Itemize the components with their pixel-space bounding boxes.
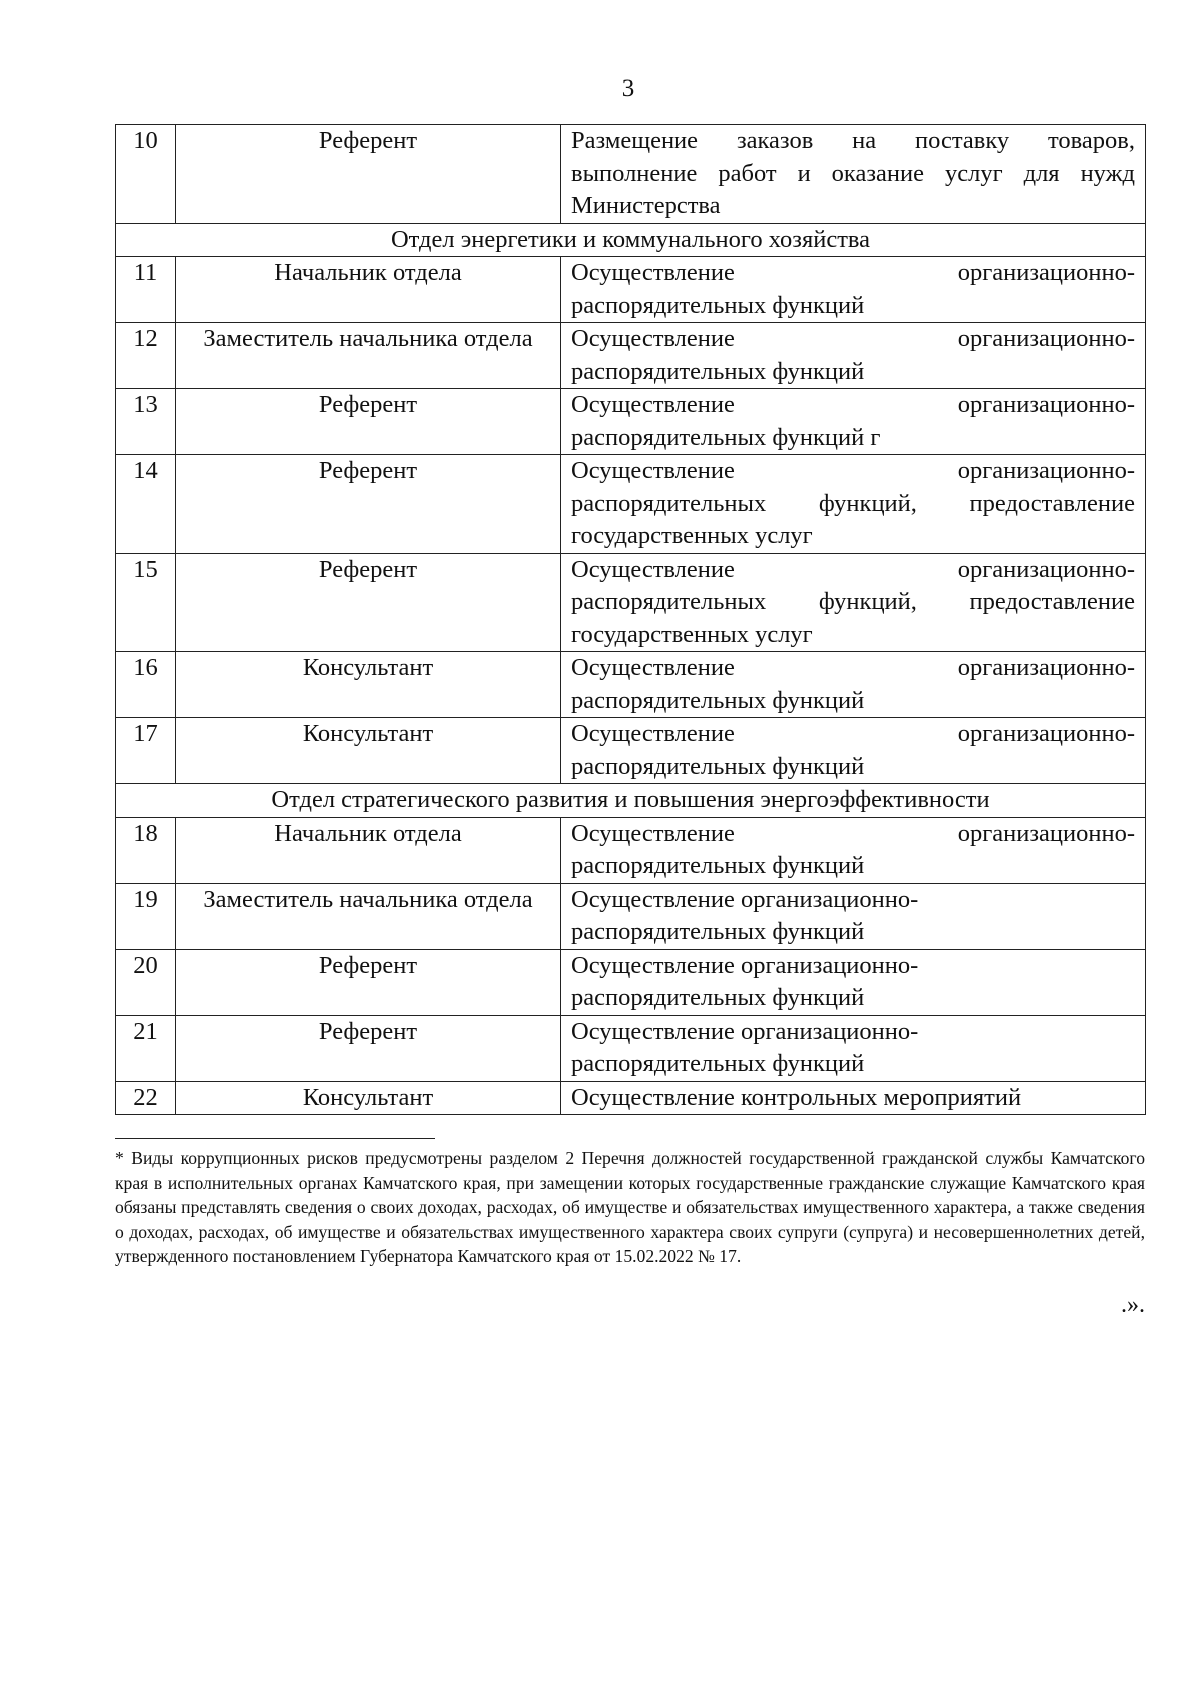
position-title: Референт (176, 455, 561, 554)
description-line: Осуществление организационно- (571, 391, 1135, 418)
table-row (116, 257, 1146, 323)
table-row (116, 1081, 1146, 1115)
section-title: Отдел стратегического развития и повышения энергоэффективности (116, 784, 1146, 818)
description-line: Осуществление организационно- (571, 259, 1135, 286)
description-line: распорядительных функций (571, 291, 865, 319)
description-line: Осуществление организационно- (571, 720, 1135, 747)
description-line: распорядительных функций (571, 752, 865, 780)
table-row (116, 817, 1146, 883)
row-number: 16 (116, 652, 176, 718)
closing-quote-mark: .». (1121, 1292, 1145, 1318)
table-section-row (116, 223, 1146, 257)
description-line: Осуществление организационно- (571, 555, 1135, 583)
row-number: 17 (116, 718, 176, 784)
position-title: Заместитель начальника отдела (176, 883, 561, 949)
position-title: Референт (176, 553, 561, 652)
description-line: распорядительных функций (571, 1050, 865, 1077)
description-line: Осуществление организационно- (571, 885, 919, 913)
description-line: распорядительных функций (571, 918, 865, 945)
table-row (116, 389, 1146, 455)
table-row (116, 125, 1146, 224)
description-line: Осуществление организационно- (571, 654, 1135, 681)
row-number: 18 (116, 817, 176, 883)
risk-description (561, 323, 1146, 389)
description-line: распорядительных функций, предоставление (571, 489, 1135, 517)
description-line: распорядительных функций (571, 852, 865, 879)
table-row (116, 1015, 1146, 1081)
risk-description (561, 389, 1146, 455)
table-row (116, 718, 1146, 784)
risk-description (561, 1015, 1146, 1081)
position-title: Консультант (176, 1081, 561, 1115)
description-line: Министерства (571, 192, 721, 219)
section-title: Отдел энергетики и коммунального хозяйства (116, 223, 1146, 257)
risk-description (561, 949, 1146, 1015)
row-number: 11 (116, 257, 176, 323)
table-section-row (116, 784, 1146, 818)
description-line: Осуществление организационно- (571, 951, 919, 979)
description-line: выполнение работ и оказание услуг для нужд (571, 159, 1135, 187)
table-row (116, 949, 1146, 1015)
row-number: 14 (116, 455, 176, 554)
table-row (116, 883, 1146, 949)
row-number: 15 (116, 553, 176, 652)
positions-table-body (116, 125, 1146, 1115)
risk-description (561, 817, 1146, 883)
table-row (116, 652, 1146, 718)
row-number: 10 (116, 125, 176, 224)
position-title: Референт (176, 949, 561, 1015)
description-line: распорядительных функций, предоставление (571, 588, 1135, 615)
description-line: распорядительных функций (571, 686, 865, 714)
risk-description (561, 652, 1146, 718)
description-line: распорядительных функций (571, 357, 865, 385)
position-title: Заместитель начальника отдела (176, 323, 561, 389)
table-row (116, 455, 1146, 554)
risk-description (561, 1081, 1146, 1115)
footnote-divider (115, 1138, 435, 1139)
row-number: 20 (116, 949, 176, 1015)
description-line: Осуществление организационно- (571, 1017, 919, 1045)
description-line: государственных услуг (571, 522, 813, 549)
description-line: Размещение заказов на поставку товаров, (571, 127, 1135, 154)
risk-description (561, 553, 1146, 652)
positions-table (115, 124, 1146, 1115)
row-number: 12 (116, 323, 176, 389)
description-line: Осуществление организационно- (571, 819, 1135, 847)
description-line: Осуществление контрольных мероприятий (571, 1083, 1022, 1111)
position-title: Референт (176, 1015, 561, 1081)
position-title: Консультант (176, 652, 561, 718)
risk-description (561, 718, 1146, 784)
description-line: распорядительных функций г (571, 423, 881, 451)
description-line: Осуществление организационно- (571, 325, 1135, 352)
position-title: Начальник отдела (176, 817, 561, 883)
description-line: государственных услуг (571, 620, 813, 648)
table-row (116, 323, 1146, 389)
description-line: распорядительных функций (571, 984, 865, 1011)
page-number: 3 (621, 75, 635, 102)
risk-description (561, 125, 1146, 224)
position-title: Начальник отдела (176, 257, 561, 323)
position-title: Референт (176, 125, 561, 224)
position-title: Консультант (176, 718, 561, 784)
risk-description (561, 455, 1146, 554)
description-line: Осуществление организационно- (571, 457, 1135, 484)
row-number: 19 (116, 883, 176, 949)
footnote-text: * Виды коррупционных рисков предусмотрены разделом 2 Перечня должностей государственной гражданской службы Камчатского края в исполнительных органах Камчатского края, при замещении которых государственные гражданские служащие Камчатского края обязаны представлять сведения о своих доходах, расходах, об имуществе и обязательствах имущественного характера, а также сведения о доходах, расходах, об имуществе и обязательствах имущественного характера своих супруги (супруга) и несовершеннолетних детей, утвержденного постановлением Губернатора Камчатского края от 15.02.2022 № 17. (115, 1148, 1145, 1266)
risk-description (561, 257, 1146, 323)
position-title: Референт (176, 389, 561, 455)
row-number: 13 (116, 389, 176, 455)
risk-description (561, 883, 1146, 949)
row-number: 22 (116, 1081, 176, 1115)
table-row (116, 553, 1146, 652)
row-number: 21 (116, 1015, 176, 1081)
